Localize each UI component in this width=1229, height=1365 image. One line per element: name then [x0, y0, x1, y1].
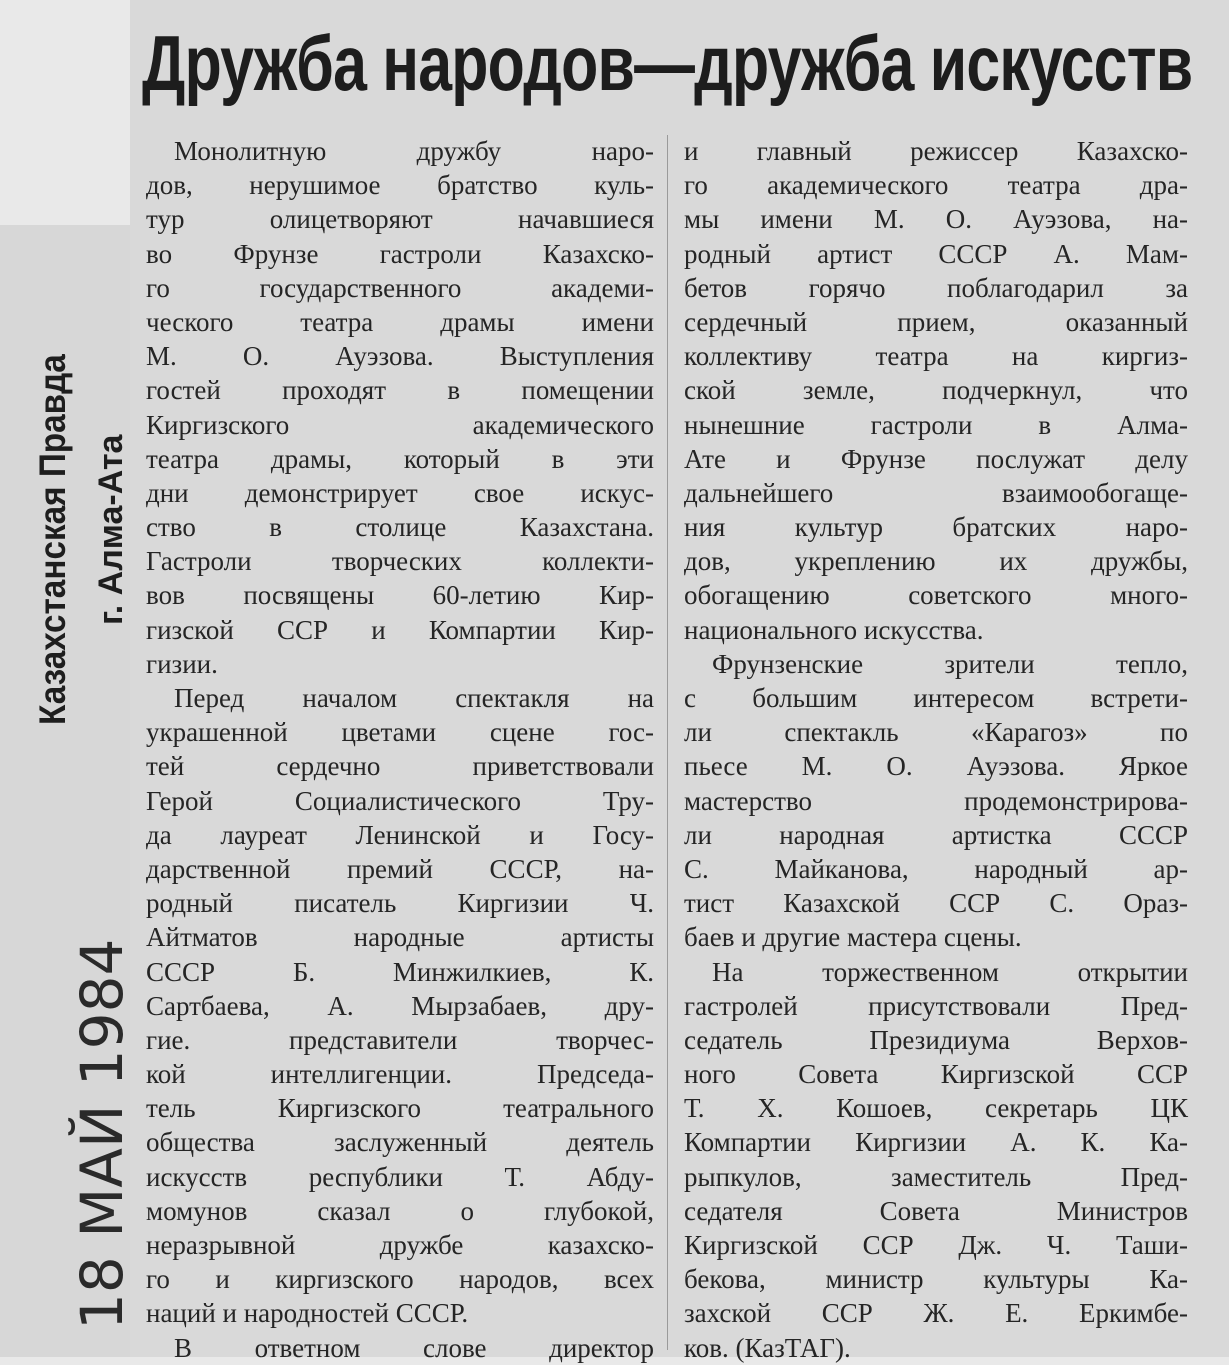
article-line: баев и другие мастера сцены. — [684, 922, 1022, 953]
article-line: гастролей присутствовали Пред- — [684, 990, 1188, 1021]
article-line: Т. Х. Кошоев, секретарь ЦК — [684, 1093, 1188, 1124]
article-line: и главный режиссер Казахско- — [684, 136, 1188, 166]
date-stamp: 18 МАЙ 1984 — [68, 938, 136, 1330]
article-line: тист Казахской ССР С. Ораз- — [684, 888, 1188, 919]
article-line: М. О. Ауэзова. Выступления — [146, 341, 654, 372]
article-line: ческого театра драмы имени — [146, 306, 654, 337]
article-line: ство в столице Казахстана. — [146, 512, 654, 543]
article-line: Киргизского академического — [146, 409, 654, 440]
article-line: ков. (КазТАГ). — [684, 1332, 851, 1363]
article-line: украшенной цветами сцене гос- — [146, 717, 654, 748]
article-line: родный писатель Киргизии Ч. — [146, 888, 654, 919]
article-line: ния культур братских наро- — [684, 512, 1188, 543]
article-line: ской земле, подчеркнул, что — [684, 375, 1188, 406]
article-line: бетов горячо поблагодарил за — [684, 272, 1188, 303]
column-divider — [667, 135, 668, 1350]
article-line: вов посвящены 60-летию Кир- — [146, 580, 654, 611]
article-line: ного Совета Киргизской ССР — [684, 1059, 1188, 1090]
article-line: коллективу театра на киргиз- — [684, 341, 1188, 372]
article-column-1 — [146, 134, 654, 1365]
article-line: тей сердечно приветствовали — [146, 751, 654, 782]
article-line: дальнейшего взаимообогаще- — [684, 477, 1188, 508]
article-line: Айтматов народные артисты — [146, 922, 654, 953]
source-city: г. Алма-Ата — [92, 434, 130, 625]
article-line: Компартии Киргизии А. К. Ка- — [684, 1127, 1188, 1158]
article-line: родный артист СССР А. Мам- — [684, 238, 1188, 269]
article-line: Сартбаева, А. Мырзабаев, дру- — [146, 990, 654, 1021]
article-title: Дружба народов—дружба искусств — [142, 19, 1193, 107]
article-line: СССР Б. Минжилкиев, К. — [146, 956, 654, 987]
article-line: сердечный прием, оказанный — [684, 306, 1188, 337]
article-line: захской ССР Ж. Е. Еркимбе- — [684, 1298, 1188, 1329]
article-line: во Фрунзе гастроли Казахско- — [146, 238, 654, 269]
article-line: го и киргизского народов, всех — [146, 1264, 654, 1295]
article-line: мы имени М. О. Ауэзова, на- — [684, 204, 1188, 235]
article-line: нынешние гастроли в Алма- — [684, 409, 1188, 440]
article-line: На торжественном открытии — [712, 956, 1188, 987]
article-line: гие. представители творчес- — [146, 1024, 654, 1055]
article-line: го академического театра дра- — [684, 170, 1188, 201]
article-line: дарственной премий СССР, на- — [146, 853, 654, 884]
article-line: наций и народностей СССР. — [146, 1298, 469, 1329]
article-line: ли народная артистка СССР — [684, 819, 1188, 850]
article-line: дов, укреплению их дружбы, — [684, 546, 1188, 577]
article-line: кой интеллигенции. Председа- — [146, 1059, 654, 1090]
article-line: В ответном слове директор — [174, 1332, 654, 1363]
article-line: Гастроли творческих коллекти- — [146, 546, 654, 577]
article-line: Ате и Фрунзе послужат делу — [684, 443, 1188, 474]
article-line: общества заслуженный деятель — [146, 1127, 654, 1158]
article-line: тель Киргизского театрального — [146, 1093, 654, 1124]
article-line: го государственного академи- — [146, 272, 654, 303]
article-line: Перед началом спектакля на — [174, 683, 654, 713]
article-line: театра драмы, который в эти — [146, 443, 654, 474]
article-line: рыпкулов, заместитель Пред- — [684, 1161, 1188, 1192]
article-line: гостей проходят в помещении — [146, 375, 654, 406]
source-newspaper-name: Казахстанская Правда — [32, 354, 73, 725]
article-line: национального искусства. — [684, 614, 984, 645]
article-line: мастерство продемонстрирова- — [684, 785, 1188, 816]
article-line: Герой Социалистического Тру- — [146, 785, 654, 816]
article-line: да лауреат Ленинской и Госу- — [146, 819, 654, 850]
article-line: гизской ССР и Компартии Кир- — [146, 614, 654, 645]
article-line: седателя Совета Министров — [684, 1195, 1188, 1226]
article-line: Фрунзенские зрители тепло, — [712, 648, 1188, 679]
article-line: Киргизской ССР Дж. Ч. Таши- — [684, 1230, 1188, 1260]
article-line: седатель Президиума Верхов- — [684, 1024, 1188, 1055]
article-line: ли спектакль «Карагоз» по — [684, 717, 1188, 748]
article-line: бекова, министр культуры Ка- — [684, 1264, 1188, 1295]
article-line: тур олицетворяют начавшиеся — [146, 204, 654, 235]
article-line: Монолитную дружбу наро- — [174, 136, 654, 166]
article-line: дни демонстрирует свое искус- — [146, 477, 654, 508]
article-line: момунов сказал о глубокой, — [146, 1195, 654, 1226]
article-line: С. Майканова, народный ар- — [684, 853, 1188, 884]
article-line: пьесе М. О. Ауэзова. Яркое — [684, 751, 1188, 782]
article-line: дов, нерушимое братство куль- — [146, 170, 654, 201]
article-line: гизии. — [146, 648, 218, 679]
article-column-2 — [684, 134, 1188, 1365]
article-line: с большим интересом встрети- — [684, 683, 1188, 713]
article-line: обогащению советского много- — [684, 580, 1188, 611]
article-line: искусств республики Т. Абду- — [146, 1161, 654, 1192]
article-line: неразрывной дружбе казахско- — [146, 1230, 654, 1260]
